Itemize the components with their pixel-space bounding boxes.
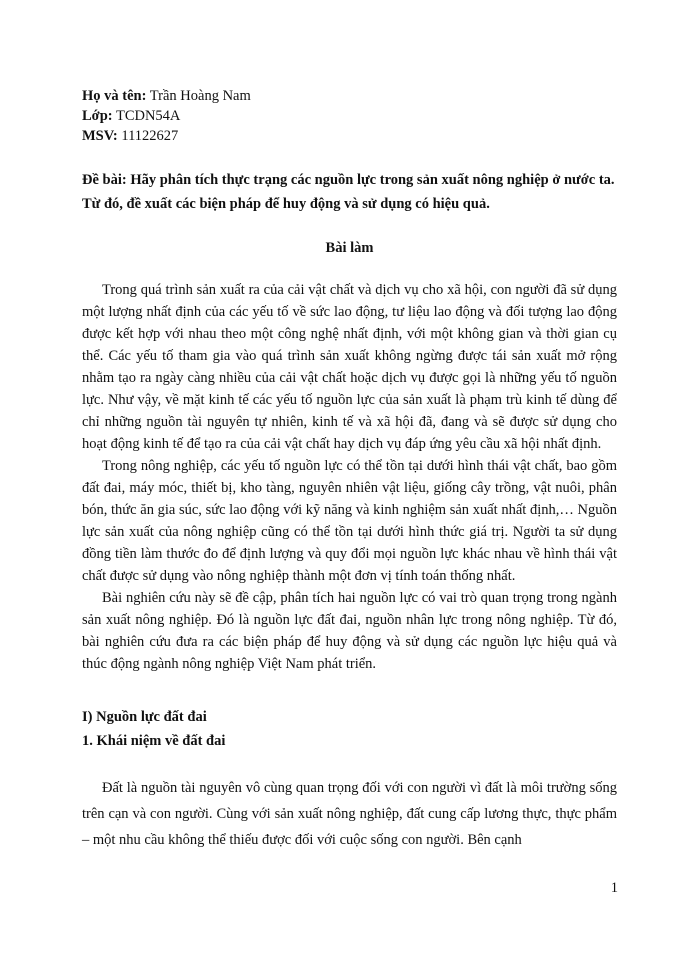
class-label: Lớp: <box>82 108 113 124</box>
land-paragraph-block <box>82 775 617 853</box>
student-info <box>82 86 617 146</box>
msv-label: MSV: <box>82 128 118 144</box>
student-msv: 11122627 <box>117 128 179 144</box>
student-class: TCDN54A <box>112 108 181 124</box>
section-title: I) Nguồn lực đất đai <box>82 709 207 725</box>
page-number: 1 <box>610 880 618 896</box>
student-class-line <box>82 106 617 126</box>
intro-paragraphs <box>82 279 617 675</box>
paragraph: Đất là nguồn tài nguyên vô cùng quan trọng đối với con người vì đất là môi trường sống trên cạn và con người. Cùng với sản xuất nông nghiệp, đất cung cấp lương thực, thực phẩm – một nhu cầu không thể thiếu được đối với cuộc sống con người. Bên cạnh <box>82 780 617 848</box>
name-label: Họ và tên: <box>82 88 147 104</box>
assignment-prompt: Đề bài: Hãy phân tích thực trạng các nguồn lực trong sản xuất nông nghiệp ở nước ta. Từ đó, đề xuất các biện pháp để huy động và sử dụng có hiệu quả. <box>82 172 615 212</box>
document-body <box>82 86 617 853</box>
student-msv-line <box>82 126 617 146</box>
student-name: Trần Hoàng Nam <box>146 88 251 104</box>
student-name-line <box>82 86 617 106</box>
paragraph: Trong nông nghiệp, các yếu tố nguồn lực có thể tồn tại dưới hình thái vật chất, bao gồm đất đai, máy móc, thiết bị, kho tàng, nguyên nhiên vật liệu, giống cây trồng, vật nuôi, phân bón, thức ăn gia súc, sức lao động với kỹ năng và kinh nghiệm sản xuất nhất định,… Nguồn lực sản xuất của nông nghiệp cũng có thể tồn tại dưới hình thức giá trị. Người ta sử dụng đồng tiền làm thước đo để định lượng và quy đổi mọi nguồn lực khác nhau về hình thái vật chất được sử dụng vào nông nghiệp thành một đơn vị tính toán thống nhất. <box>82 458 617 584</box>
paragraph: Trong quá trình sản xuất ra của cải vật chất và dịch vụ cho xã hội, con người đã sử dụng một lượng nhất định của các yếu tố về sức lao động, tư liệu lao động và đối tượng lao động được kết hợp với nhau theo một công nghệ nhất định, với một không gian và thời gian cụ thể. Các yếu tố tham gia vào quá trình sản xuất không ngừng được tái sản xuất mở rộng nhằm tạo ra ngày càng nhiều của cải vật chất hoặc dịch vụ được gọi là những yếu tố nguồn lực. Như vậy, về mặt kinh tế các yếu tố nguồn lực của sản xuất là phạm trù kinh tế dùng để chỉ những nguồn tài nguyên tự nhiên, kinh tế và xã hội đã, đang và sẽ được sử dụng cho hoạt động kinh tế để tạo ra của cải vật chất hay dịch vụ đáp ứng yêu cầu xã hội nhất định. <box>82 282 617 452</box>
paragraph: Bài nghiên cứu này sẽ đề cập, phân tích hai nguồn lực có vai trò quan trọng trong ngành sản xuất nông nghiệp. Đó là nguồn lực đất đai, nguồn nhân lực trong nông nghiệp. Từ đó, bài nghiên cứu đưa ra các biện pháp để huy động và sử dụng các nguồn lực hiệu quả và thúc động ngành nông nghiệp Việt Nam phát triển. <box>82 590 617 672</box>
section-heading: Bài làm <box>325 240 374 256</box>
subsection-title: 1. Khái niệm về đất đai <box>82 733 226 749</box>
